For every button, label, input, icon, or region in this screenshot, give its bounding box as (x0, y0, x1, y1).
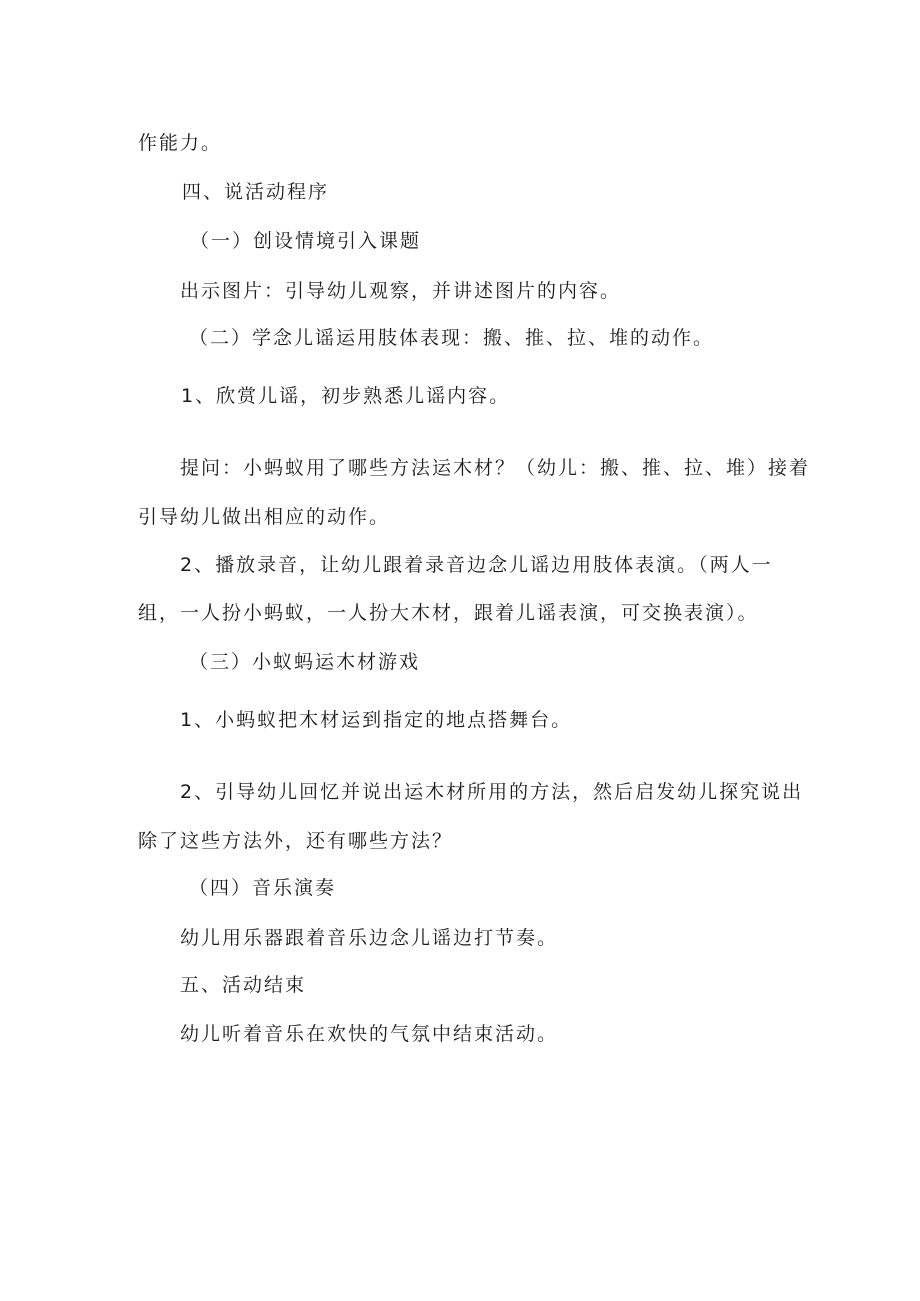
subsection-heading-3: （三）小蚁蚂运木材游戏 (189, 651, 421, 673)
subsection-heading-2: （二）学念儿谣运用肢体表现：搬、推、拉、堆的动作。 (189, 327, 715, 349)
section-heading-procedure: 四、说活动程序 (182, 181, 330, 203)
paragraph-show-picture: 出示图片：引导幼儿观察，并讲述图片的内容。 (180, 280, 622, 302)
paragraph-question-line-1: 提问：小蚂蚁用了哪些方法运木材？（幼儿：搬、推、拉、堆）接着 (180, 457, 811, 479)
list-item-2-line-1: 2、播放录音，让幼儿跟着录音边念儿谣边用肢体表演。（两人一 (180, 554, 773, 576)
list-item-2-line-1: 2、引导幼儿回忆并说出运木材所用的方法，然后启发幼儿探究说出 (180, 781, 804, 803)
paragraph-music: 幼儿用乐器跟着音乐边念儿谣边打节奏。 (180, 927, 559, 949)
list-item-2-line-2: 组，一人扮小蚂蚁，一人扮大木材，跟着儿谣表演，可交换表演）。 (138, 602, 759, 624)
list-item-1: 1、欣赏儿谣，初步熟悉儿谣内容。 (181, 385, 511, 407)
list-item-2-line-2: 除了这些方法外，还有哪些方法？ (138, 830, 454, 852)
paragraph-question-line-2: 引导幼儿做出相应的动作。 (138, 506, 391, 528)
paragraph-ending: 幼儿听着音乐在欢快的气氛中结束活动。 (180, 1023, 559, 1045)
subsection-heading-1: （一）创设情境引入课题 (190, 230, 422, 252)
paragraph-continuation: 作能力。 (138, 132, 223, 154)
section-heading-end: 五、活动结束 (180, 974, 307, 996)
list-item-1: 1、小蚂蚁把木材运到指定的地点搭舞台。 (180, 709, 573, 731)
subsection-heading-4: （四）音乐演奏 (189, 877, 337, 899)
